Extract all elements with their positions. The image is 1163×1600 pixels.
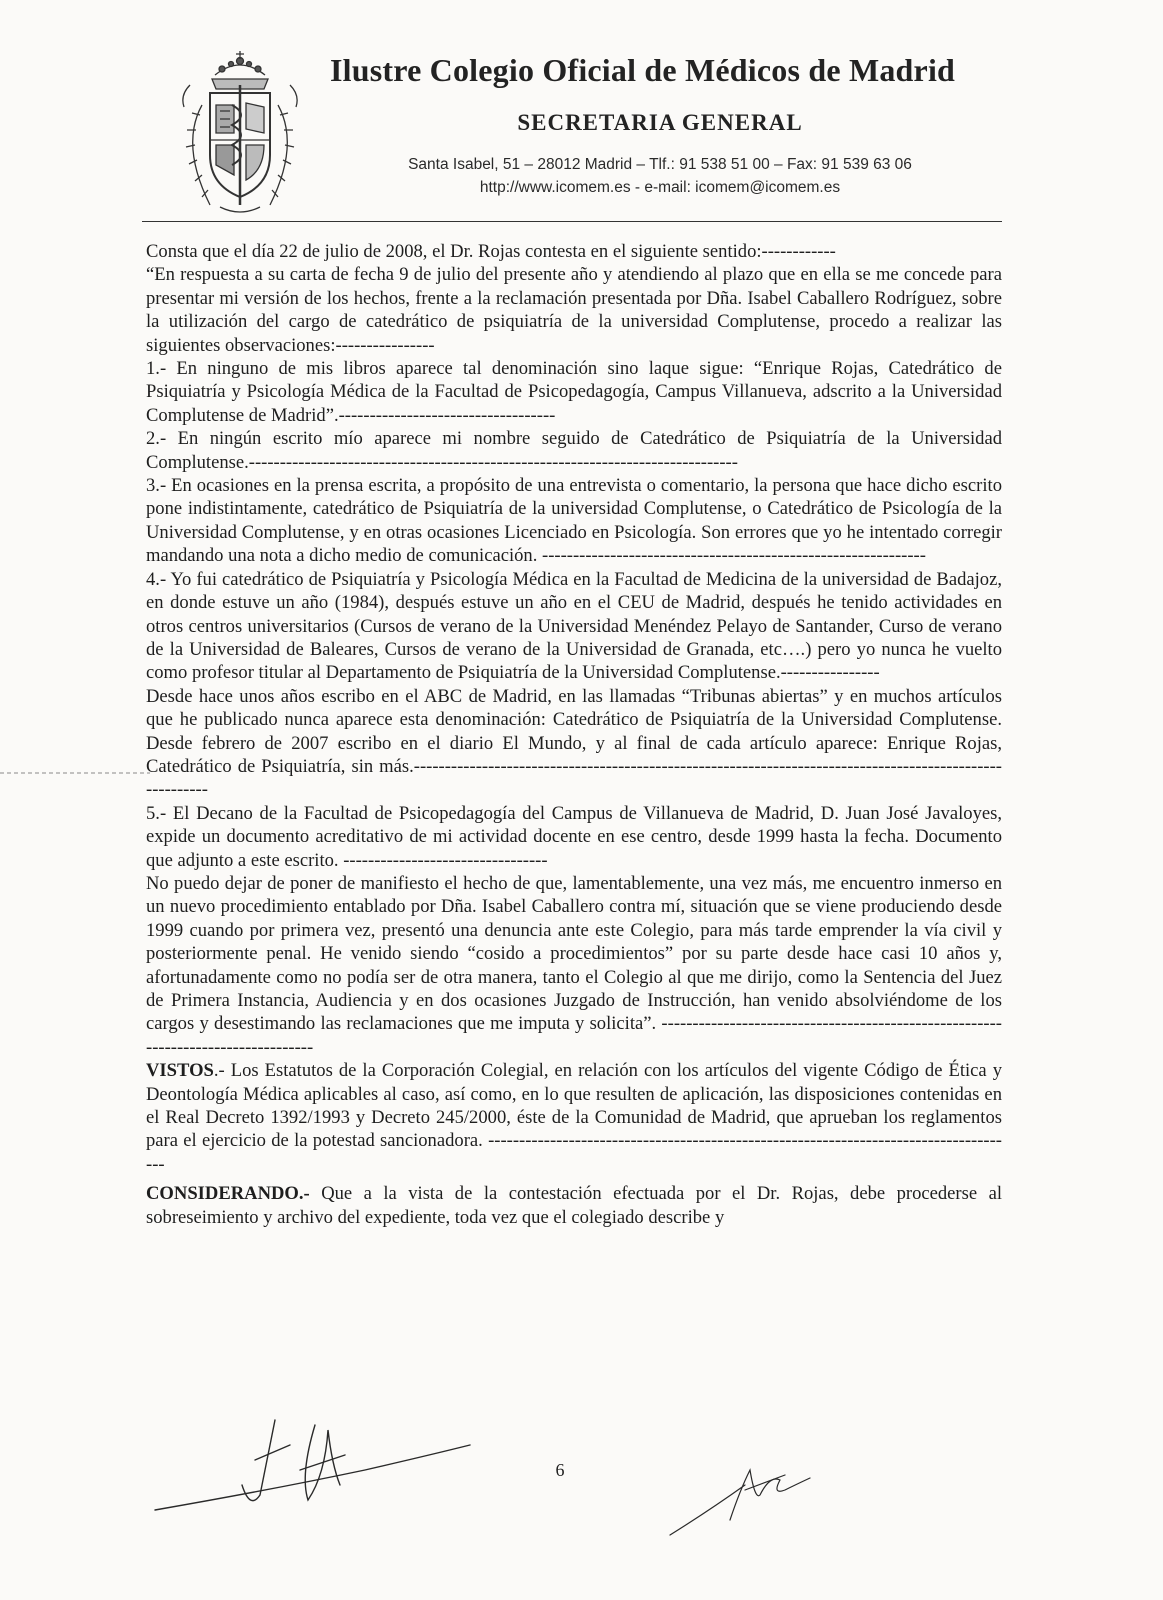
vistos-paragraph: [146, 1059, 1002, 1176]
vistos-text: .- Los Estatutos de la Corporación Colegial, en relación con los artículos del vigente Código de Ética y Deontología Médica aplicables al caso, así como, en lo que resulten de aplicación, las disposiciones contenidas en el Real Decreto 1392/1993 y Decreto 245/2000, éste de la Comunidad de Madrid, que aprueban los reglamentos para el ejercicio de la potestad sancionadora. --------------------------------------------------------------------------------------: [146, 1060, 1002, 1175]
body-paragraph: 3.- En ocasiones en la prensa escrita, a propósito de una entrevista o comentario, la persona que hace dicho escrito pone indistintamente, catedrático de Psiquiatría de la universidad Complutense, o Catedrático de Psicología de la Universidad Complutense, y en otras ocasiones Licenciado en Psicología. Son errores que yo he intentado corregir mandando una nota a dicho medio de comunicación. --------------------------------------------------------------: [146, 475, 1002, 567]
body-paragraph: 4.- Yo fui catedrático de Psiquiatría y Psicología Médica en la Facultad de Medicina de la universidad de Badajoz, en donde estuve un año (1984), después estuve un año en el CEU de Madrid, después he tenido actividades en otros centros universitarios (Cursos de verano de la Universidad Menéndez Pelayo de Santander, Curso de verano de la Universidad de Baleares, Cursos de verano de la Universidad de Granada, etc….) pero yo nunca he vuelto como profesor titular al Departamento de Psiquiatría de la Universidad Complutense.----------------: [146, 568, 1002, 684]
body-paragraph: No puedo dejar de poner de manifiesto el hecho de que, lamentablemente, una vez más, me encuentro inmerso en un nuevo procedimiento entablado por Dña. Isabel Caballero contra mí, situación que se viene produciendo desde 1999 cuando por primera vez, presentó una denuncia ante este Colegio, para más tarde emprender la vía civil y posteriormente penal. He venido siendo “cosido a procedimientos” por su parte desde hace casi 10 años y, afortunadamente como no podía ser de otra manera, tanto el Colegio al que me dirijo, como la Sentencia del Juez de Primera Instancia, Audiencia y en dos ocasiones Juzgado de Instrucción, han venido absolviéndome de los cargos y desestimando las reclamaciones que me imputa y solicita”. ----------------------------------------------------------------------------------: [146, 872, 1002, 1058]
signature-right: [660, 1460, 820, 1540]
considerando-text: Que a la vista de la contestación efectuada por el Dr. Rojas, debe procederse al sobreseimiento y archivo del expediente, toda vez que el colegiado describe y: [146, 1183, 1002, 1228]
department-name: SECRETARIA GENERAL: [517, 110, 803, 135]
body-paragraph: 1.- En ninguno de mis libros aparece tal denominación sino laque sigue: “Enrique Rojas, Catedrático de Psiquiatría y Psicología Médica de la Facultad de Psicopedagogía, Campus Villanueva, adscrito a la Universidad Complutense de Madrid”.-----------------------------------: [146, 358, 1002, 426]
coat-of-arms-logo: [160, 45, 320, 220]
page-number: 6: [555, 1460, 565, 1480]
body-text: [146, 240, 1002, 1229]
body-paragraph: “En respuesta a su carta de fecha 9 de julio del presente año y atendiendo al plazo que en ella se me concede para presentar mi versión de los hechos, frente a la reclamación presentada por Dña. Isabel Caballero Rodríguez, sobre la utilización del cargo de catedrático de psiquiatría de la universidad Complutense, procedo a realizar las siguientes observaciones:----------------: [146, 264, 1002, 356]
margin-dash-mark: [0, 772, 150, 774]
body-paragraph: Desde hace unos años escribo en el ABC de Madrid, en las llamadas “Tribunas abiertas” y en muchos artículos que he publicado nunca aparece esta denominación: Catedrático de Psiquiatría de la Universidad Complutense. Desde febrero de 2007 escribo en el diario El Mundo, y al final de cada artículo aparece: Enrique Rojas, Catedrático de Psiquiatría, sin más.---------------------------------------------------------------------------------------------------------: [146, 685, 1002, 801]
body-paragraph: 5.- El Decano de la Facultad de Psicopedagogía del Campus de Villanueva de Madrid, D. Juan José Javaloyes, expide un documento acreditativo de mi actividad docente en ese centro, desde 1999 hasta la fecha. Documento que adjunto a este escrito. ---------------------------------: [146, 802, 1002, 871]
institution-name: Ilustre Colegio Oficial de Médicos de Madrid: [330, 52, 956, 88]
header-rule: [142, 221, 1002, 222]
address-line: Santa Isabel, 51 – 28012 Madrid – Tlf.: 91 538 51 00 – Fax: 91 539 63 06: [408, 156, 912, 173]
web-email-line: http://www.icomem.es - e-mail: icomem@icomem.es: [479, 179, 841, 196]
body-paragraph: 2.- En ningún escrito mío aparece mi nombre seguido de Catedrático de Psiquiatría de la Universidad Complutense.-------------------------------------------------------------------------------: [146, 428, 1002, 473]
signature-left: [150, 1415, 480, 1525]
considerando-label: CONSIDERANDO.-: [146, 1183, 310, 1205]
body-paragraph: Consta que el día 22 de julio de 2008, el Dr. Rojas contesta en el siguiente sentido:------------: [146, 241, 836, 262]
considerando-paragraph: [146, 1182, 1002, 1229]
vistos-label: VISTOS: [146, 1060, 214, 1082]
